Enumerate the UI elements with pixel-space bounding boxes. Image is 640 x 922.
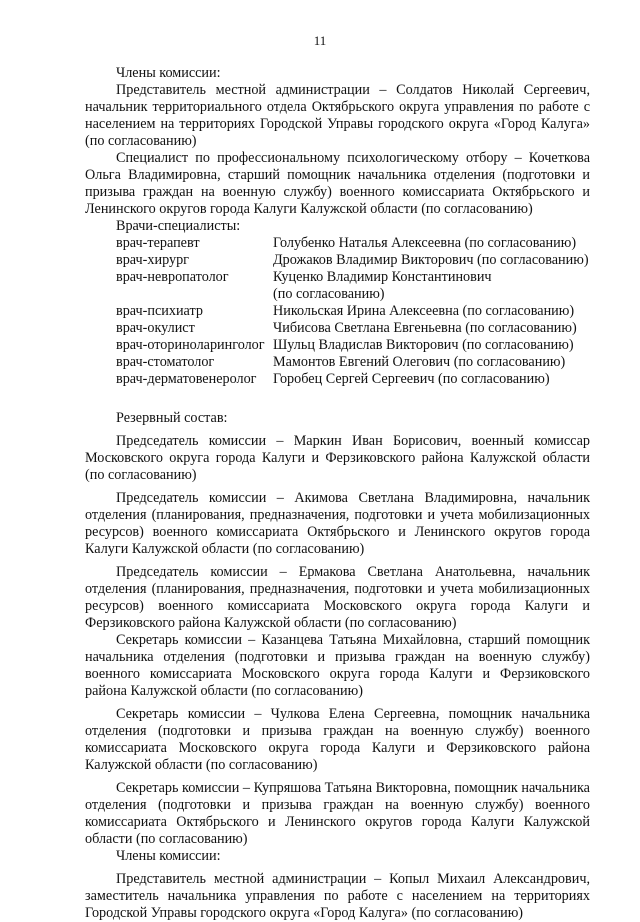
doctor-name-line2: (по согласованию) [273, 286, 385, 302]
doctor-row [116, 337, 590, 354]
doctor-role: врач-окулист [116, 320, 195, 336]
doctor-role: врач-дерматовенеролог [116, 371, 257, 387]
doctor-name: Шульц Владислав Викторович (по согласованию) [273, 337, 574, 353]
doctor-name [273, 269, 590, 303]
doctors-list [116, 235, 590, 388]
reserve-paragraph: Председатель комиссии – Ермакова Светлана Анатольевна, начальник отделения (планирования, предназначения, подготовки и учета мобилизационных ресурсов) военного комиссариата Московского округа города Калуги и Ферзиковского района Калужской области (по согласованию) [85, 564, 590, 631]
doctor-name-line1: Куценко Владимир Константинович [273, 269, 492, 285]
reserve-paragraph: Председатель комиссии – Маркин Иван Борисович, военный комиссар Московского округа города Калуги и Ферзиковского района Калужской области (по согласованию) [85, 433, 590, 483]
reserve-paragraph: Секретарь комиссии – Чулкова Елена Сергеевна, помощник начальника отделения (подготовки и призыва граждан на военную службу) военного комиссариата Московского округа города Калуги и Ферзиковского района Калужской области (по согласованию) [85, 706, 590, 773]
doctors-heading: Врачи-специалисты: [116, 218, 241, 234]
doctor-role: врач-оториноларинголог [116, 337, 265, 353]
reserve-paragraph: Секретарь комиссии – Казанцева Татьяна Михайловна, старший помощник начальника отделения (подготовки и призыва граждан на военную службу) военного комиссариата Московского округа города Калуги и Ферзиковского района Калужской области (по согласованию) [85, 632, 590, 699]
doctor-name: Мамонтов Евгений Олегович (по согласованию) [273, 354, 566, 370]
reserve-heading: Резервный состав: [116, 410, 228, 426]
doctor-row [116, 371, 590, 388]
doctor-name: Дрожаков Владимир Викторович (по согласованию) [273, 252, 589, 268]
doctor-row [116, 303, 590, 320]
doctor-row [116, 269, 590, 303]
doctor-name: Чибисова Светлана Евгеньевна (по согласованию) [273, 320, 577, 336]
page-number: 11 [313, 33, 327, 48]
doctor-name: Горобец Сергей Сергеевич (по согласованию) [273, 371, 550, 387]
doctor-role: врач-стоматолог [116, 354, 215, 370]
members-heading: Члены комиссии: [116, 65, 221, 81]
paragraph-admin-representative: Представитель местной администрации – Солдатов Николай Сергеевич, начальник территориального отдела Октябрьского округа управления по работе с населением на территориях Городской Управы городского округа «Город Калуга» (по согласованию) [85, 82, 590, 149]
doctor-row [116, 354, 590, 371]
reserve-paragraph: Председатель комиссии – Акимова Светлана Владимировна, начальник отделения (планирования, предназначения, подготовки и учета мобилизационных ресурсов) военного комиссариата Октябрьского и Ленинского округов города Калуги Калужской области (по согласованию) [85, 490, 590, 557]
paragraph-admin-representative-reserve: Представитель местной администрации – Копыл Михаил Александрович, заместитель начальника управления по работе с населением на территориях Городской Управы городского округа «Город Калуга» (по согласованию) [85, 871, 590, 921]
doctor-row [116, 235, 590, 252]
paragraph-psych-specialist: Специалист по профессиональному психологическому отбору – Кочеткова Ольга Владимировна, старший помощник начальника отделения (подготовки и призыва граждан на военную службу) военного комиссариата Октябрьского и Ленинского округов города Калуги Калужской области (по согласованию) [85, 150, 590, 217]
document-body [85, 65, 590, 922]
doctor-role: врач-невропатолог [116, 269, 229, 285]
reserve-paragraph: Секретарь комиссии – Купряшова Татьяна Викторовна, помощник начальника отделения (подготовки и призыва граждан на военную службу) военного комиссариата Октябрьского и Ленинского округов города Калуги Калужской области (по согласованию) [85, 780, 590, 847]
doctor-row [116, 320, 590, 337]
doctor-row [116, 252, 590, 269]
doctor-name: Никольская Ирина Алексеевна (по согласованию) [273, 303, 575, 319]
members-heading-reserve: Члены комиссии: [116, 848, 221, 864]
doctor-role: врач-терапевт [116, 235, 200, 251]
doctor-name: Голубенко Наталья Алексеевна (по согласованию) [273, 235, 577, 251]
doctor-role: врач-хирург [116, 252, 189, 268]
doctor-role: врач-психиатр [116, 303, 203, 319]
